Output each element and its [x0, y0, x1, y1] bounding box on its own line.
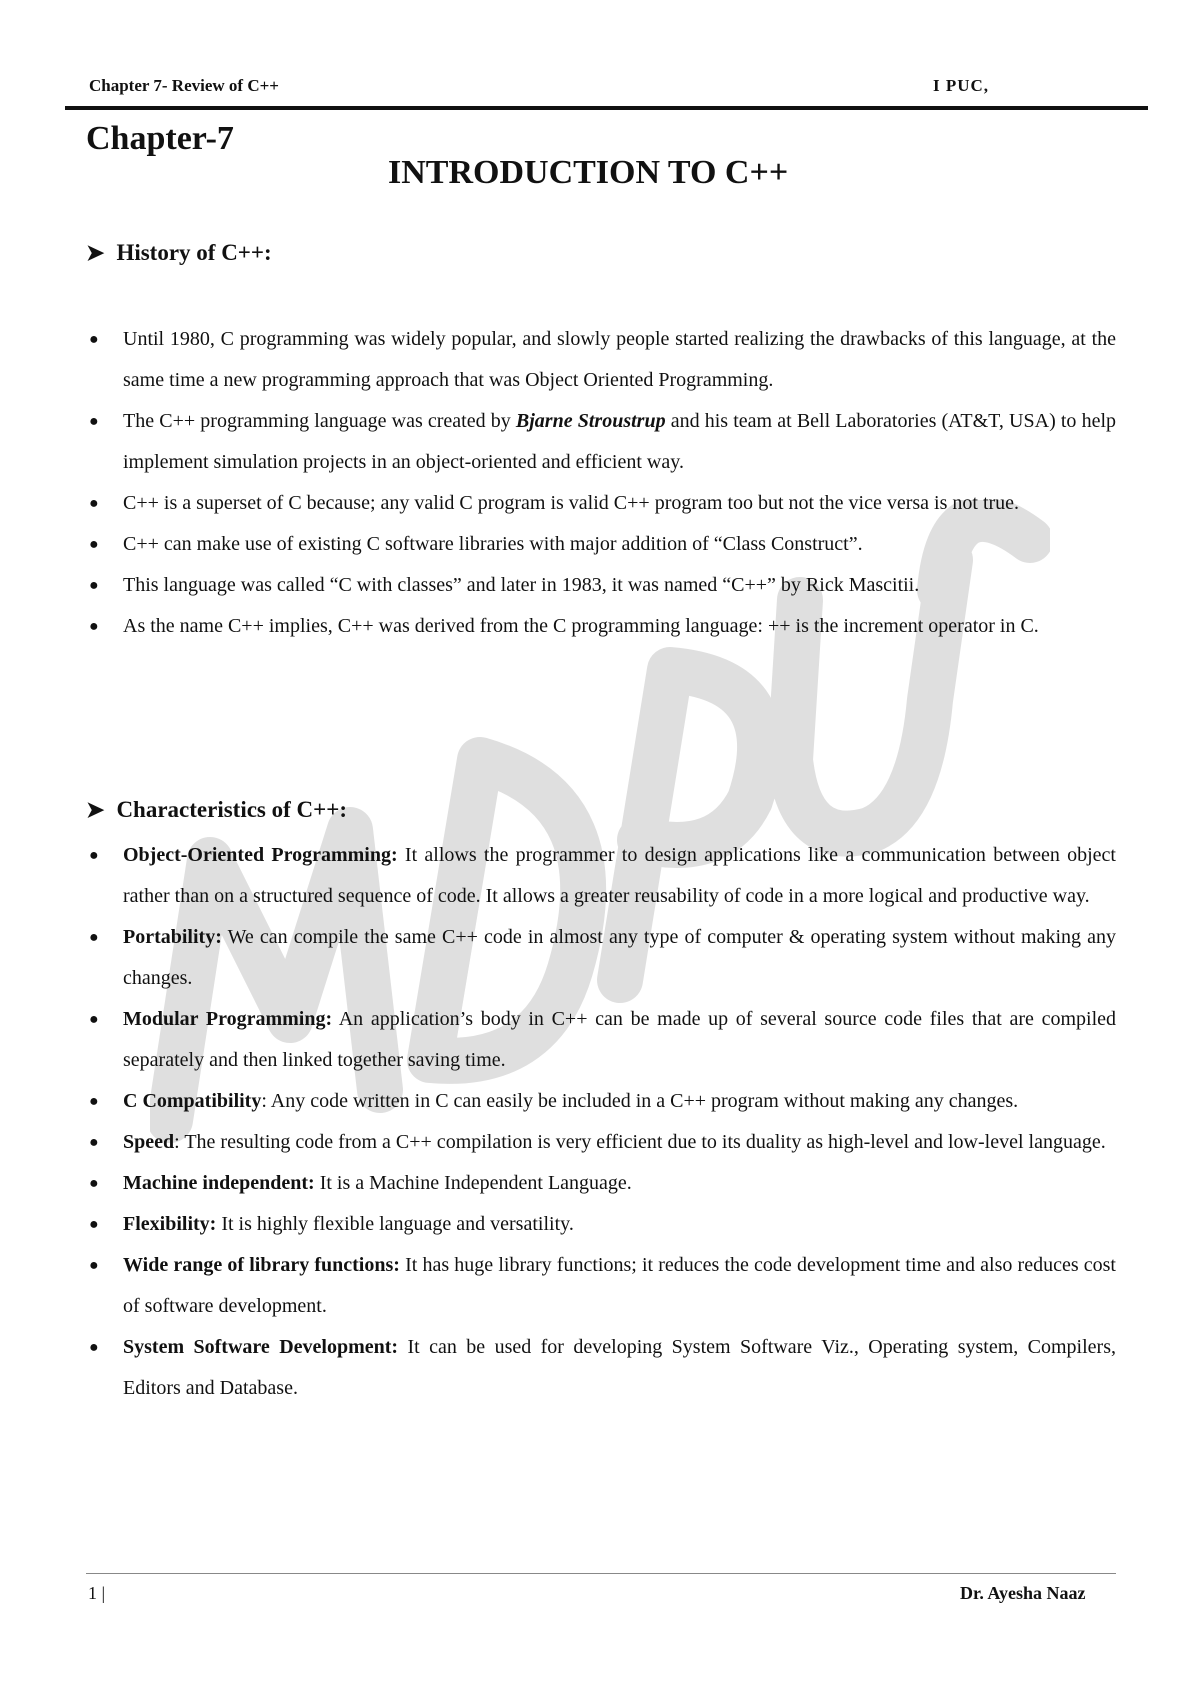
footer-author: Dr. Ayesha Naaz	[960, 1583, 1086, 1603]
bullet-icon: ●	[89, 331, 99, 348]
list-item	[86, 1245, 1116, 1327]
list-item	[86, 999, 1116, 1081]
item-label: Speed	[123, 1131, 175, 1153]
item-text: It can be used for developing System Software Viz., Operating system, Compilers, Editors and Database.	[123, 1336, 1116, 1399]
item-text: An application’s body in C++ can be made up of several source code files that are compiled separately and then linked together saving time.	[123, 1008, 1116, 1071]
arrow-bullet-icon: ➤	[86, 797, 105, 822]
item-label: Portability:	[123, 926, 222, 948]
bullet-icon: ●	[89, 1339, 99, 1356]
list-item	[86, 1204, 1116, 1245]
item-text: It allows the programmer to design applications like a communication between object rather than on a structured sequence of code. It allows a greater reusability of code in a more logical and productive way.	[123, 844, 1116, 907]
list-item	[86, 606, 1116, 647]
arrow-bullet-icon: ➤	[86, 240, 105, 265]
item-label: Wide range of library functions:	[123, 1254, 400, 1276]
list-item	[86, 1163, 1116, 1204]
bullet-icon: ●	[89, 1011, 99, 1028]
bullet-icon: ●	[89, 1175, 99, 1192]
bullet-icon: ●	[89, 1093, 99, 1110]
bullet-icon: ●	[89, 929, 99, 946]
list-item	[86, 1122, 1116, 1163]
list-item	[86, 524, 1116, 565]
header-chapter: Chapter 7- Review of C++	[89, 76, 279, 95]
item-label: System Software Development:	[123, 1336, 399, 1358]
section-heading-label: History of C++:	[116, 240, 272, 265]
page-title: INTRODUCTION TO C++	[388, 154, 789, 191]
item-text: We can compile the same C++ code in almost any type of computer & operating system without making any changes.	[123, 926, 1116, 989]
item-text: C++ can make use of existing C software libraries with major addition of “Class Construct”.	[123, 533, 863, 555]
footer-rule	[86, 1573, 1116, 1574]
list-item	[86, 319, 1116, 401]
item-text: This language was called “C with classes” and later in 1983, it was named “C++” by Rick Mascitii.	[123, 574, 920, 596]
list-item	[86, 401, 1116, 483]
item-text: : The resulting code from a C++ compilation is very efficient due to its duality as high-level and low-level language.	[174, 1131, 1106, 1153]
history-list	[86, 319, 1116, 647]
page-number: 1 |	[88, 1583, 106, 1603]
item-text: Until 1980, C programming was widely popular, and slowly people started realizing the drawbacks of this language, at the same time a new programming approach that was Object Oriented Programming.	[123, 328, 1116, 391]
item-label: Machine independent:	[123, 1172, 315, 1194]
item-label: Object-Oriented Programming:	[123, 844, 398, 866]
bullet-icon: ●	[89, 1216, 99, 1233]
item-label: C Compatibility	[123, 1090, 262, 1112]
section-heading-history	[86, 240, 272, 266]
list-item	[86, 1327, 1116, 1409]
item-text: and his team at Bell Laboratories (AT&T, USA) to help implement simulation projects in an object-oriented and efficient way.	[123, 410, 1117, 473]
header-rule	[65, 106, 1148, 110]
list-item	[86, 1081, 1116, 1122]
bullet-icon: ●	[89, 536, 99, 553]
item-text: The C++ programming language was created by	[123, 410, 516, 432]
item-label: Flexibility:	[123, 1213, 217, 1235]
bullet-icon: ●	[89, 847, 99, 864]
item-text: It is a Machine Independent Language.	[314, 1172, 632, 1194]
bullet-icon: ●	[89, 1134, 99, 1151]
item-text: C++ is a superset of C because; any valid C program is valid C++ program too but not the vice versa is not true.	[123, 492, 1020, 514]
item-text: As the name C++ implies, C++ was derived from the C programming language: ++ is the increment operator in C.	[123, 615, 1039, 637]
item-label: Modular Programming:	[123, 1008, 333, 1030]
bullet-icon: ●	[89, 577, 99, 594]
header-class: I PUC,	[933, 76, 990, 95]
list-item	[86, 483, 1116, 524]
bullet-icon: ●	[89, 495, 99, 512]
bullet-icon: ●	[89, 1257, 99, 1274]
list-item	[86, 917, 1116, 999]
chapter-label: Chapter-7	[86, 120, 234, 157]
item-text: It is highly flexible language and versatility.	[216, 1213, 574, 1235]
characteristics-list	[86, 835, 1116, 1409]
list-item	[86, 565, 1116, 606]
item-text: It has huge library functions; it reduces the code development time and also reduces cost of software development.	[123, 1254, 1116, 1317]
bullet-icon: ●	[89, 413, 99, 430]
item-text: : Any code written in C can easily be included in a C++ program without making any changes.	[261, 1090, 1019, 1112]
list-item	[86, 835, 1116, 917]
section-heading-label: Characteristics of C++:	[116, 797, 348, 822]
section-heading-characteristics	[86, 797, 347, 823]
item-emphasis: Bjarne Stroustrup	[515, 410, 666, 432]
bullet-icon: ●	[89, 618, 99, 635]
